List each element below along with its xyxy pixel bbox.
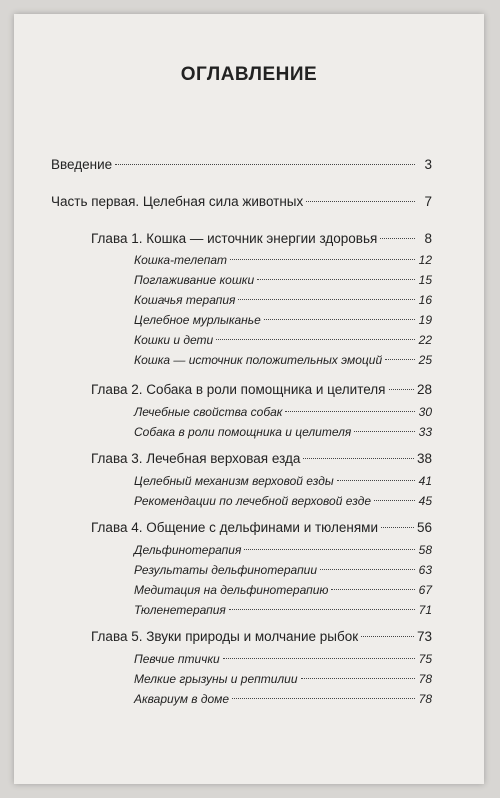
toc-entry-label: Глава 3. Лечебная верховая езда [91,451,301,466]
dot-leader [301,677,416,679]
dot-leader [331,588,415,590]
toc-subentry[interactable] [134,543,432,557]
toc-subentry[interactable] [134,353,432,367]
toc-subentry[interactable] [134,603,432,617]
toc-entry-page: 28 [416,382,432,397]
toc-entry-page: 63 [418,563,432,577]
toc-entry-page: 30 [418,405,432,419]
toc-entry-label: Кошка-телепат [134,253,228,267]
dot-leader [216,338,415,340]
toc-subentry[interactable] [134,405,432,419]
toc-subentry[interactable] [134,313,432,327]
toc-entry-label: Кошки и дети [134,333,214,347]
toc-subentry[interactable] [134,293,432,307]
toc-entry-label: Лечебные свойства собак [134,405,283,419]
toc-entry-label: Тюленетерапия [134,603,226,617]
toc-entry-page: 58 [418,543,432,557]
toc-subentry[interactable] [134,253,432,267]
dot-leader [385,358,415,360]
toc-entry-page: 8 [424,231,432,246]
toc-entry-label: Поглаживание кошки [134,273,255,287]
toc-entry-page: 15 [418,273,432,287]
dot-leader [389,388,414,390]
toc-entry-label: Аквариум в доме [134,692,230,706]
toc-subentry[interactable] [134,563,432,577]
dot-leader [115,163,415,165]
toc-entry-label: Собака в роли помощника и целителя [134,425,352,439]
toc-entry-label: Медитация на дельфинотерапию [134,583,329,597]
page-title: ОГЛАВЛЕНИЕ [180,64,318,85]
toc-entry-chapter-4[interactable] [91,520,432,535]
toc-entry-label: Часть первая. Целебная сила животных [51,194,304,209]
toc-entry-label: Глава 5. Звуки природы и молчание рыбок [91,629,359,644]
toc-entry-page: 7 [424,194,432,209]
toc-entry-label: Целебный механизм верховой езды [134,474,334,488]
toc-entry-chapter-3[interactable] [91,451,432,466]
dot-leader [320,568,415,570]
toc-entry-label: Кошка — источник положительных эмоций [134,353,383,367]
toc-entry-page: 75 [418,652,432,666]
toc-entry-page: 67 [418,583,432,597]
toc-entry-page: 78 [418,672,432,686]
dot-leader [337,479,415,481]
toc-subentry[interactable] [134,273,432,287]
toc-subentry[interactable] [134,652,432,666]
toc-subentry[interactable] [134,425,432,439]
toc-entry-label: Целебное мурлыканье [134,313,261,327]
toc-entry-label: Введение [51,157,113,172]
toc-entry-page: 33 [418,425,432,439]
dot-leader [232,697,415,699]
toc-entry-page: 71 [418,603,432,617]
toc-entry-label: Певчие птички [134,652,220,666]
toc-entry-page: 16 [418,293,432,307]
toc-entry-page: 38 [416,451,432,466]
toc-entry-chapter-1[interactable] [91,231,432,246]
dot-leader [257,278,415,280]
toc-entry-page: 12 [418,253,432,267]
toc-entry-page: 41 [418,474,432,488]
dot-leader [223,657,415,659]
dot-leader [380,237,415,239]
toc-entry-label: Кошачья терапия [134,293,236,307]
toc-entry-label: Глава 1. Кошка — источник энергии здоровья [91,231,378,246]
dot-leader [361,635,414,637]
dot-leader [306,200,415,202]
toc-entry-page: 78 [418,692,432,706]
toc-entry-page: 25 [418,353,432,367]
toc-entry-chapter-5[interactable] [91,629,432,644]
toc-entry-label: Результаты дельфинотерапии [134,563,318,577]
toc-subentry[interactable] [134,494,432,508]
toc-subentry[interactable] [134,672,432,686]
toc-entry-page: 45 [418,494,432,508]
dot-leader [381,526,414,528]
toc-entry-label: Глава 4. Общение с дельфинами и тюленями [91,520,378,535]
toc-entry-page: 3 [424,157,432,172]
toc-subentry[interactable] [134,583,432,597]
toc-subentry[interactable] [134,692,432,706]
toc-entry-label: Мелкие грызуны и рептилии [134,672,298,686]
dot-leader [354,430,415,432]
toc-entry-label: Дельфинотерапия [134,543,242,557]
dot-leader [229,608,415,610]
toc-subentry[interactable] [134,333,432,347]
dot-leader [238,298,415,300]
dot-leader [374,499,415,501]
dot-leader [285,410,415,412]
toc-entry-page: 56 [416,520,432,535]
dot-leader [264,318,415,320]
dot-leader [303,457,414,459]
toc-entry-introduction[interactable] [51,157,432,172]
toc-entry-part-one[interactable] [51,194,432,209]
toc-entry-label: Рекомендации по лечебной верховой езде [134,494,371,508]
book-page [14,14,484,784]
dot-leader [230,258,415,260]
toc-entry-page: 73 [416,629,432,644]
toc-subentry[interactable] [134,474,432,488]
toc-entry-label: Глава 2. Собака в роли помощника и целителя [91,382,386,397]
toc-entry-page: 19 [418,313,432,327]
dot-leader [244,548,415,550]
toc-entry-page: 22 [418,333,432,347]
toc-entry-chapter-2[interactable] [91,382,432,397]
